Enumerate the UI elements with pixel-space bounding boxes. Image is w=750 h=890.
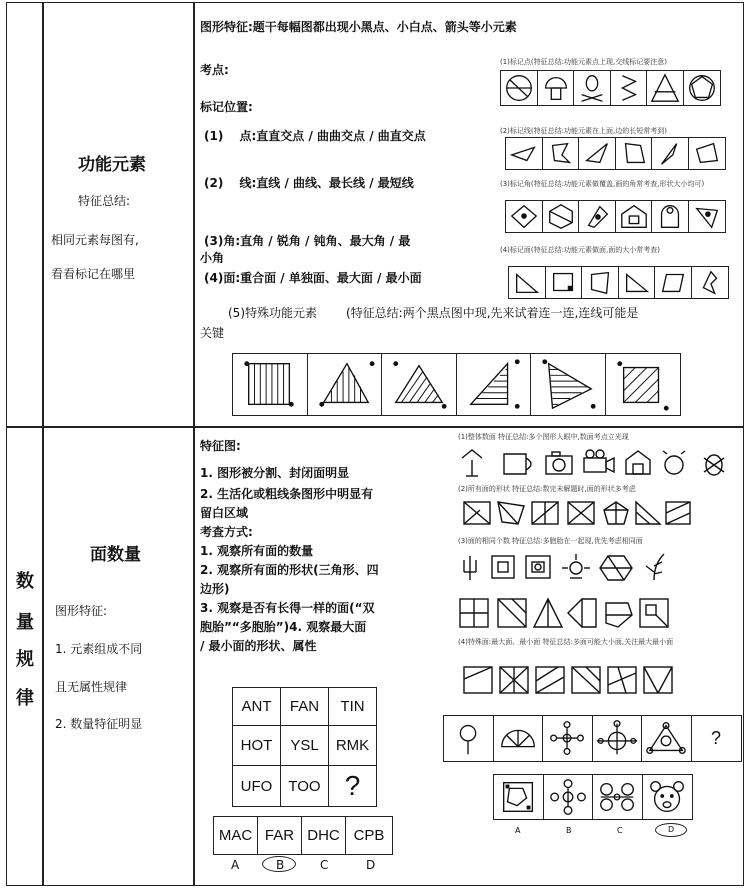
section1-item-2: (2) 线:直线 / 曲线、最长线 / 最短线	[204, 176, 414, 190]
answer-letter-b: B	[566, 826, 572, 835]
section2-list-4: 考查方式:	[200, 525, 253, 539]
mini-row-2	[505, 137, 724, 170]
extreme-shapes	[462, 663, 692, 697]
question-cell	[641, 715, 692, 762]
option-cell: CPB	[345, 816, 393, 855]
letter-grid-cell: TOO	[280, 765, 329, 807]
letter-grid-cell: ANT	[232, 687, 281, 726]
section2-list-3: 留白区域	[200, 506, 249, 520]
row-divider	[6, 426, 744, 428]
mini-cell	[578, 200, 616, 233]
twin-shapes-2	[458, 595, 688, 631]
section2-feature-title: 图形特征:	[55, 604, 108, 618]
option-letter-a: A	[231, 858, 240, 872]
mini-row-1	[500, 70, 719, 106]
answer-row	[493, 774, 691, 820]
section1-item-4: (4)面:重合面 / 单独面、最大面 / 最小面	[204, 271, 422, 285]
mini-cell	[573, 70, 611, 106]
shape-row-3	[458, 550, 688, 584]
option-cell: DHC	[301, 816, 346, 855]
section2-feature-line-3: 2. 数量特征明显	[55, 717, 143, 731]
section1-feature: 图形特征:题干每幅图都出现小黑点、小白点、箭头等小元素	[200, 20, 517, 34]
mini-cell	[615, 137, 653, 170]
mini-label-2: (2)标记线(特征总结:功能元素在上面,边的长短常考到)	[500, 127, 667, 135]
section2-list-7: 边形)	[200, 582, 230, 596]
mini-label-1: (1)标记点(特征总结:功能元素点上现,交线标记要注意)	[500, 58, 667, 66]
letter-grid-question: ?	[328, 765, 377, 807]
option-cell: FAR	[257, 816, 302, 855]
mini-cell	[505, 137, 543, 170]
section1-special-b: (特征总结:两个黑点图中现,先来试着连一连,连线可能是	[346, 306, 639, 320]
col-divider-2	[193, 2, 195, 886]
mini-cell	[618, 266, 656, 299]
s2-mini-label-2: (2)所有面的形状 特征总结:数完未解题时,面的形状多考虑	[458, 485, 636, 493]
section1-summary-line-1: 相同元素每图有,	[51, 233, 139, 247]
letter-grid-cell: HOT	[232, 725, 281, 766]
letter-grid-cell: FAN	[280, 687, 329, 726]
mini-cell	[683, 70, 721, 106]
option-letter-c: C	[320, 858, 329, 872]
shape-row-4	[462, 663, 692, 697]
answer-cell	[543, 774, 594, 820]
mini-cell	[542, 137, 580, 170]
special-cell-1	[232, 353, 308, 416]
mini-cell	[542, 200, 580, 233]
mini-cell	[508, 266, 546, 299]
section2-feature-line-1: 1. 元素组成不同	[55, 642, 143, 656]
mini-cell	[688, 200, 726, 233]
category-char-4: 律	[16, 688, 34, 709]
mini-cell	[545, 266, 583, 299]
section2-tezheng: 特征图:	[200, 439, 241, 453]
mini-cell	[646, 70, 684, 106]
question-cell	[592, 715, 643, 762]
section1-special-a: (5)特殊功能元素	[228, 306, 317, 320]
answer-letter-c: C	[617, 826, 623, 835]
question-cell	[443, 715, 494, 762]
shape-row-3b	[458, 595, 688, 631]
section1-item-3: (3)角:直角 / 锐角 / 钝角、最大角 / 最	[204, 234, 411, 248]
s2-mini-label-3: (3)面的相同个数 特征总结:多胞胎在一起现,优先考虑相同面	[458, 537, 643, 545]
mini-row-4	[508, 266, 727, 299]
category-char-3: 规	[16, 649, 34, 670]
option-letter-d: D	[366, 858, 376, 872]
mini-cell	[654, 266, 692, 299]
split-shapes	[462, 498, 692, 528]
mini-cell	[651, 200, 689, 233]
question-cell	[493, 715, 544, 762]
section2-list-8: 3. 观察是否有长得一样的面(“双	[200, 601, 375, 615]
icon-row-1	[458, 446, 738, 480]
option-letter-b: B	[276, 858, 285, 872]
question-row	[443, 715, 740, 762]
s2-mini-label-4: (4)特殊面:最大面、最小面 特征总结:多面可能大小面,关注最大最小面	[458, 638, 674, 646]
section1-item-1: (1) 点:直直交点 / 曲曲交点 / 曲直交点	[204, 129, 426, 143]
special-cell-4	[456, 353, 532, 416]
section2-list-2: 2. 生活化或粗线条图形中明显有	[200, 487, 374, 501]
letter-grid-cell: UFO	[232, 765, 281, 807]
mini-cell	[500, 70, 538, 106]
section1-mark-title: 标记位置:	[200, 100, 253, 114]
s2-mini-label-1: (1)整体数面 特征总结:多个图形人眼中,数面考点立光现	[458, 433, 629, 441]
answer-circle	[262, 856, 296, 872]
col-divider-1	[42, 2, 44, 886]
section1-kaodian: 考点:	[200, 63, 229, 77]
life-icons	[458, 446, 738, 480]
question-mark-cell: ?	[691, 715, 742, 762]
twin-shapes	[458, 550, 688, 584]
mini-cell	[610, 70, 648, 106]
mini-row-3	[505, 200, 724, 233]
section1-special-c: 关键	[200, 326, 225, 340]
section1-summary-line-2: 看看标记在哪里	[51, 267, 136, 281]
category-char-1: 数	[16, 571, 34, 592]
mini-label-3: (3)标记角(特征总结:功能元素做覆盖,画的角常考查,形状大小均可)	[500, 180, 705, 188]
mini-cell	[615, 200, 653, 233]
mini-cell	[651, 137, 689, 170]
shape-row-2	[462, 498, 692, 528]
section2-list-6: 2. 观察所有面的形状(三角形、四	[200, 563, 379, 577]
mini-cell	[688, 137, 726, 170]
section1-item-3b: 小角	[200, 251, 225, 265]
special-cell-2	[307, 353, 383, 416]
mini-cell	[537, 70, 575, 106]
answer-letter-d: D	[668, 825, 675, 834]
answer-letter-a: A	[515, 826, 521, 835]
special-cell-5	[530, 353, 606, 416]
question-cell	[542, 715, 593, 762]
section2-feature-line-2: 且无属性规律	[55, 680, 128, 694]
special-cell-3	[381, 353, 457, 416]
section2-list-5: 1. 观察所有面的数量	[200, 544, 314, 558]
answer-cell	[642, 774, 693, 820]
special-cell-6	[605, 353, 681, 416]
section2-title: 面数量	[90, 545, 141, 565]
mini-cell	[691, 266, 729, 299]
mini-cell	[505, 200, 543, 233]
answer-cell	[592, 774, 643, 820]
mini-label-4: (4)标记面(特征总结:功能元素做面,面的大小常考查)	[500, 246, 660, 254]
section2-list-10: / 最小面的形状、属性	[200, 639, 317, 653]
letter-grid-cell: RMK	[328, 725, 377, 766]
mini-cell	[581, 266, 619, 299]
mini-cell	[578, 137, 616, 170]
answer-cell	[493, 774, 544, 820]
answer-circle-d	[655, 823, 687, 837]
letter-grid-cell: YSL	[280, 725, 329, 766]
section1-summary-title: 特征总结:	[78, 194, 131, 208]
letter-grid-cell: TIN	[328, 687, 377, 726]
option-cell: MAC	[213, 816, 258, 855]
category-char-2: 量	[16, 612, 34, 633]
section1-title: 功能元素	[78, 155, 146, 175]
section2-list-9: 胞胎”“多胞胎”)4. 观察最大面	[200, 620, 367, 634]
special-figure-row	[232, 353, 679, 416]
section2-list-1: 1. 图形被分割、封闭面明显	[200, 466, 350, 480]
